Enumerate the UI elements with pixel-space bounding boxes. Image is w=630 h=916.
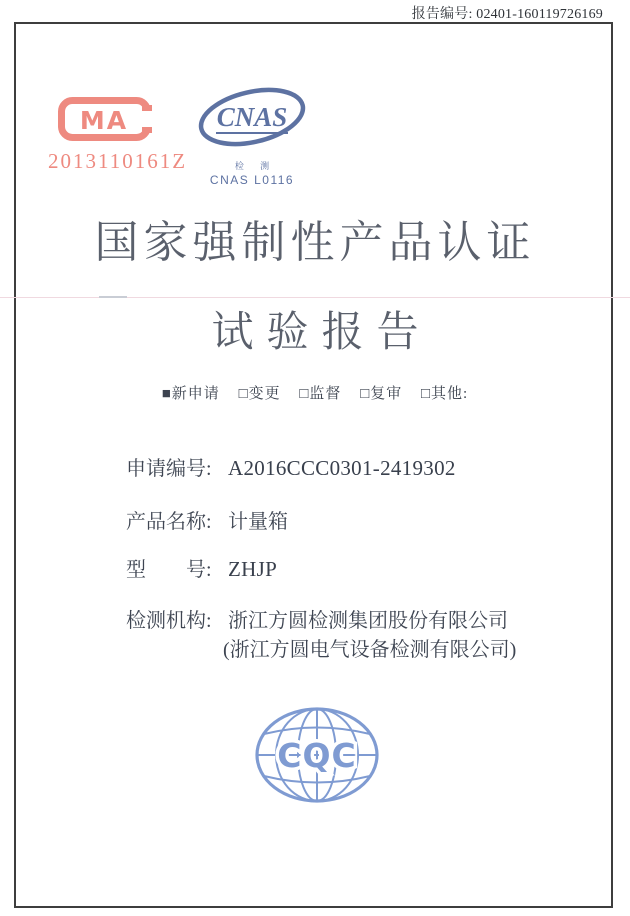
cqc-logo-block	[253, 705, 381, 805]
checkbox-review: □复审	[360, 386, 403, 402]
application-number-row	[126, 452, 456, 481]
cqc-globe-icon	[253, 705, 381, 805]
test-organization-label: 检测机构:	[126, 610, 212, 632]
checkbox-change: □变更	[238, 386, 281, 402]
cqc-mark-text: CQC	[277, 736, 357, 775]
application-type-row	[0, 382, 630, 403]
cnas-logo-block	[196, 84, 308, 187]
scan-artifact-line	[0, 297, 630, 298]
cnas-accreditation-number: CNAS L0116	[209, 173, 295, 187]
cnas-logo-icon	[196, 84, 308, 154]
checkbox-supervision: □监督	[299, 386, 342, 402]
product-name-row	[126, 505, 288, 534]
report-number-line	[412, 3, 603, 23]
scan-artifact-segment	[99, 296, 127, 298]
model-label: 型 号:	[126, 559, 212, 581]
product-name-value: 计量箱	[228, 511, 288, 533]
model-row	[126, 553, 277, 582]
checkbox-other: □其他:	[421, 386, 469, 402]
report-number-label: 报告编号:	[411, 7, 473, 22]
product-name-label: 产品名称:	[126, 511, 212, 533]
test-organization-value: 浙江方圆检测集团股份有限公司	[228, 610, 508, 632]
document-title-line1: 国家强制性产品认证	[94, 218, 536, 267]
checkbox-new-application: ■新申请	[161, 386, 220, 402]
cma-mark-text: MA	[79, 106, 129, 135]
model-value: ZHJP	[228, 557, 278, 581]
test-organization-row	[126, 604, 508, 633]
application-number-value: A2016CCC0301-2419302	[228, 456, 456, 480]
cnas-mark-text: CNAS	[216, 102, 288, 132]
cma-logo-icon	[57, 96, 161, 142]
cma-certificate-number: 2013110161Z	[48, 149, 188, 173]
document-title-line2: 试验报告	[211, 310, 432, 356]
test-organization-value-line2: (浙江方圆电气设备检测有限公司)	[223, 639, 517, 661]
cnas-jiance-label: 检 测	[234, 161, 277, 171]
cma-logo-block	[48, 96, 188, 174]
application-number-label: 申请编号:	[126, 458, 212, 480]
report-number-value: 02401-160119726169	[476, 7, 603, 22]
